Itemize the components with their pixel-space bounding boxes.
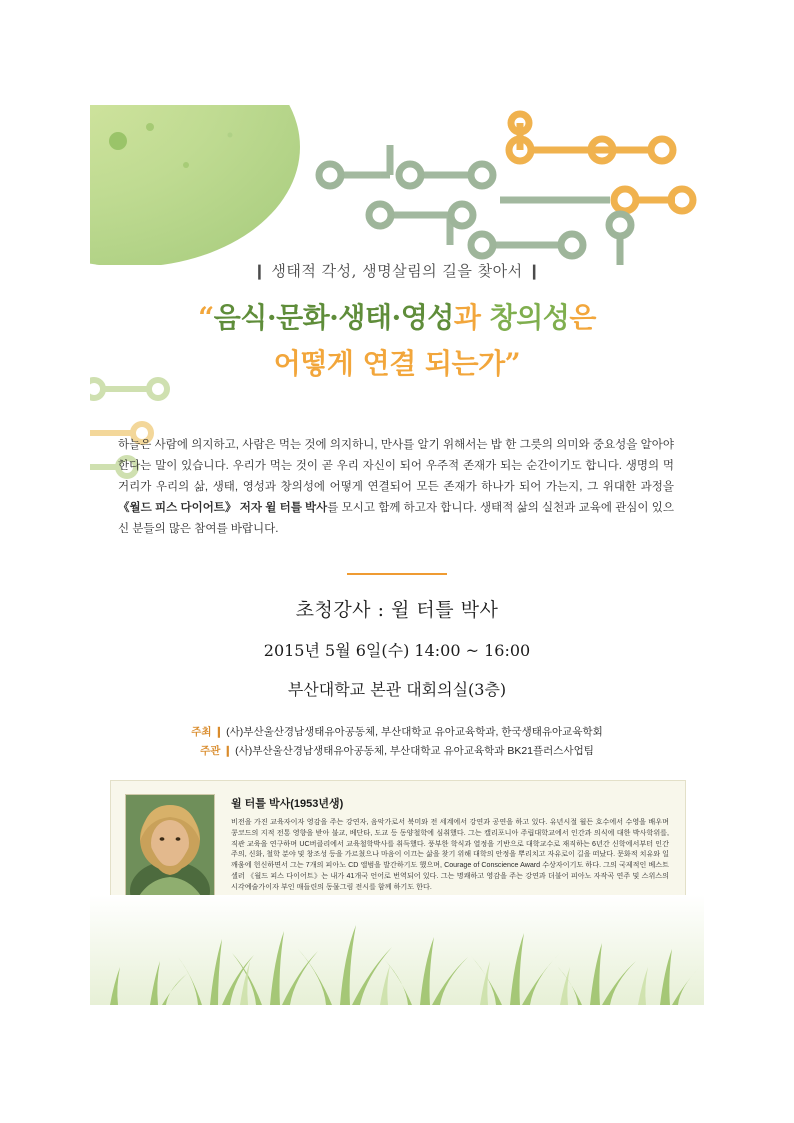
speaker-photo (125, 794, 215, 906)
portrait-illustration (126, 795, 214, 905)
headline-quote-open: “ (198, 301, 214, 334)
event-datetime: 2015년 5월 6일(수) 14:00 ~ 16:00 (263, 641, 531, 660)
section-divider (347, 573, 447, 575)
speaker-bio-text: 비전을 가진 교육자이자 영감을 주는 강연자, 음악가로서 북미와 전 세계에서 강연과 공연을 하고 있다. 유년시절 월든 호수에서 수영을 배우며 콩코드의 지적 전통 영향을 받아 불교, 베단타, 도교 등 동양철학에 심취했다. 그는 캘리포니아 주립대학교에서 인간과 의식에 대한 박사학위를, 직관 교육을 연구하며 UC버클리에서 교육철학박사를 취득했다. 풍부한 학식과 열정을 기반으로 대학교수로 재직하는 6년간 신학에서부터 인간주의, 신화, 철학 분야 및 창조성 등을 가르쳤으나 마음이 이끄는 삶을 찾기 위해 대학의 안정을 뿌리치고 자유로이 길을 떠났다. 문화적 치유와 일깨움에 헌신하면서 그는 7개의 피아노 CD 앨범을 발간하기도 했으며, Courage of Conscience Award 수상자이기도 하다. 그의 국제적인 베스트셀러 《월드 피스 다이어트》는 내가 41개국 언어로 번역되어 있다. 그는 명쾌하고 영감을 주는 강연과 더불어 피아노 자작곡 연주 및 스위스의 시각예술가이자 부인 매들린의 동물그림 전시를 함께 하기도 한다. (231, 818, 669, 891)
event-speaker: 초청강사 : 윌 터틀 박사 (295, 599, 499, 621)
poster-body (118, 435, 674, 540)
body-text-lead: 하늘은 사람에 의지하고, 사람은 먹는 것에 의지하니, 만사를 알기 위해서는 밥 한 그릇의 의미와 중요성을 알아야 한다는 말이 있습니다. 우리가 먹는 것이 곧 우리 자신이 되어 우주적 존재가 되는 순간이기도 합니다. 생명의 먹거리가 우리의 삶, 생태, 영성과 창의성에 어떻게 연결되어 모든 존재가 하나가 되어 가는지, 그 위대한 과정을 (118, 439, 674, 493)
organizer-value: (사)부산울산경남생태유아공동체, 부산대학교 유아교육학과 BK21플러스사업팀 (235, 745, 594, 757)
decorative-top-band (90, 105, 704, 265)
poster-eyebrow: ❙ 생태적 각성, 생명살림의 길을 찾아서 ❙ (253, 262, 541, 280)
host-value: (사)부산울산경남생태유아공동체, 부산대학교 유아교육학과, 한국생태유아교육학회 (226, 726, 603, 738)
decorative-grass (90, 895, 704, 1005)
grass-graphic (90, 895, 704, 1005)
headline-part-3: 창의성 (489, 301, 570, 334)
poster (90, 105, 704, 1005)
speaker-bio-name: 윌 터틀 박사(1953년생) (231, 798, 344, 810)
host-row (90, 723, 704, 742)
headline-quote-close: ” (504, 347, 521, 380)
circuit-graphic (90, 105, 704, 265)
headline-line2: 어떻게 연결 되는가 (273, 347, 505, 380)
poster-headline (90, 295, 704, 387)
headline-part-1: 음식·문화·생태·영성 (213, 301, 454, 334)
headline-part-4: 은 (569, 301, 596, 334)
body-text-tail: 를 모시고 함께 하고자 합니다. 생태적 삶의 실천과 교육에 관심이 있으신 분들의 많은 참여를 바랍니다. (118, 502, 674, 535)
event-info (90, 595, 704, 700)
organizer-label: 주관 ❙ (200, 745, 233, 757)
body-text-bold: 《월드 피스 다이어트》 저자 윌 터틀 박사 (118, 502, 328, 514)
organizers (90, 723, 704, 761)
event-venue: 부산대학교 본관 대회의실(3층) (287, 680, 507, 699)
headline-part-2: 과 (453, 301, 490, 334)
host-label: 주최 ❙ (191, 726, 224, 738)
organizer-row (90, 742, 704, 761)
